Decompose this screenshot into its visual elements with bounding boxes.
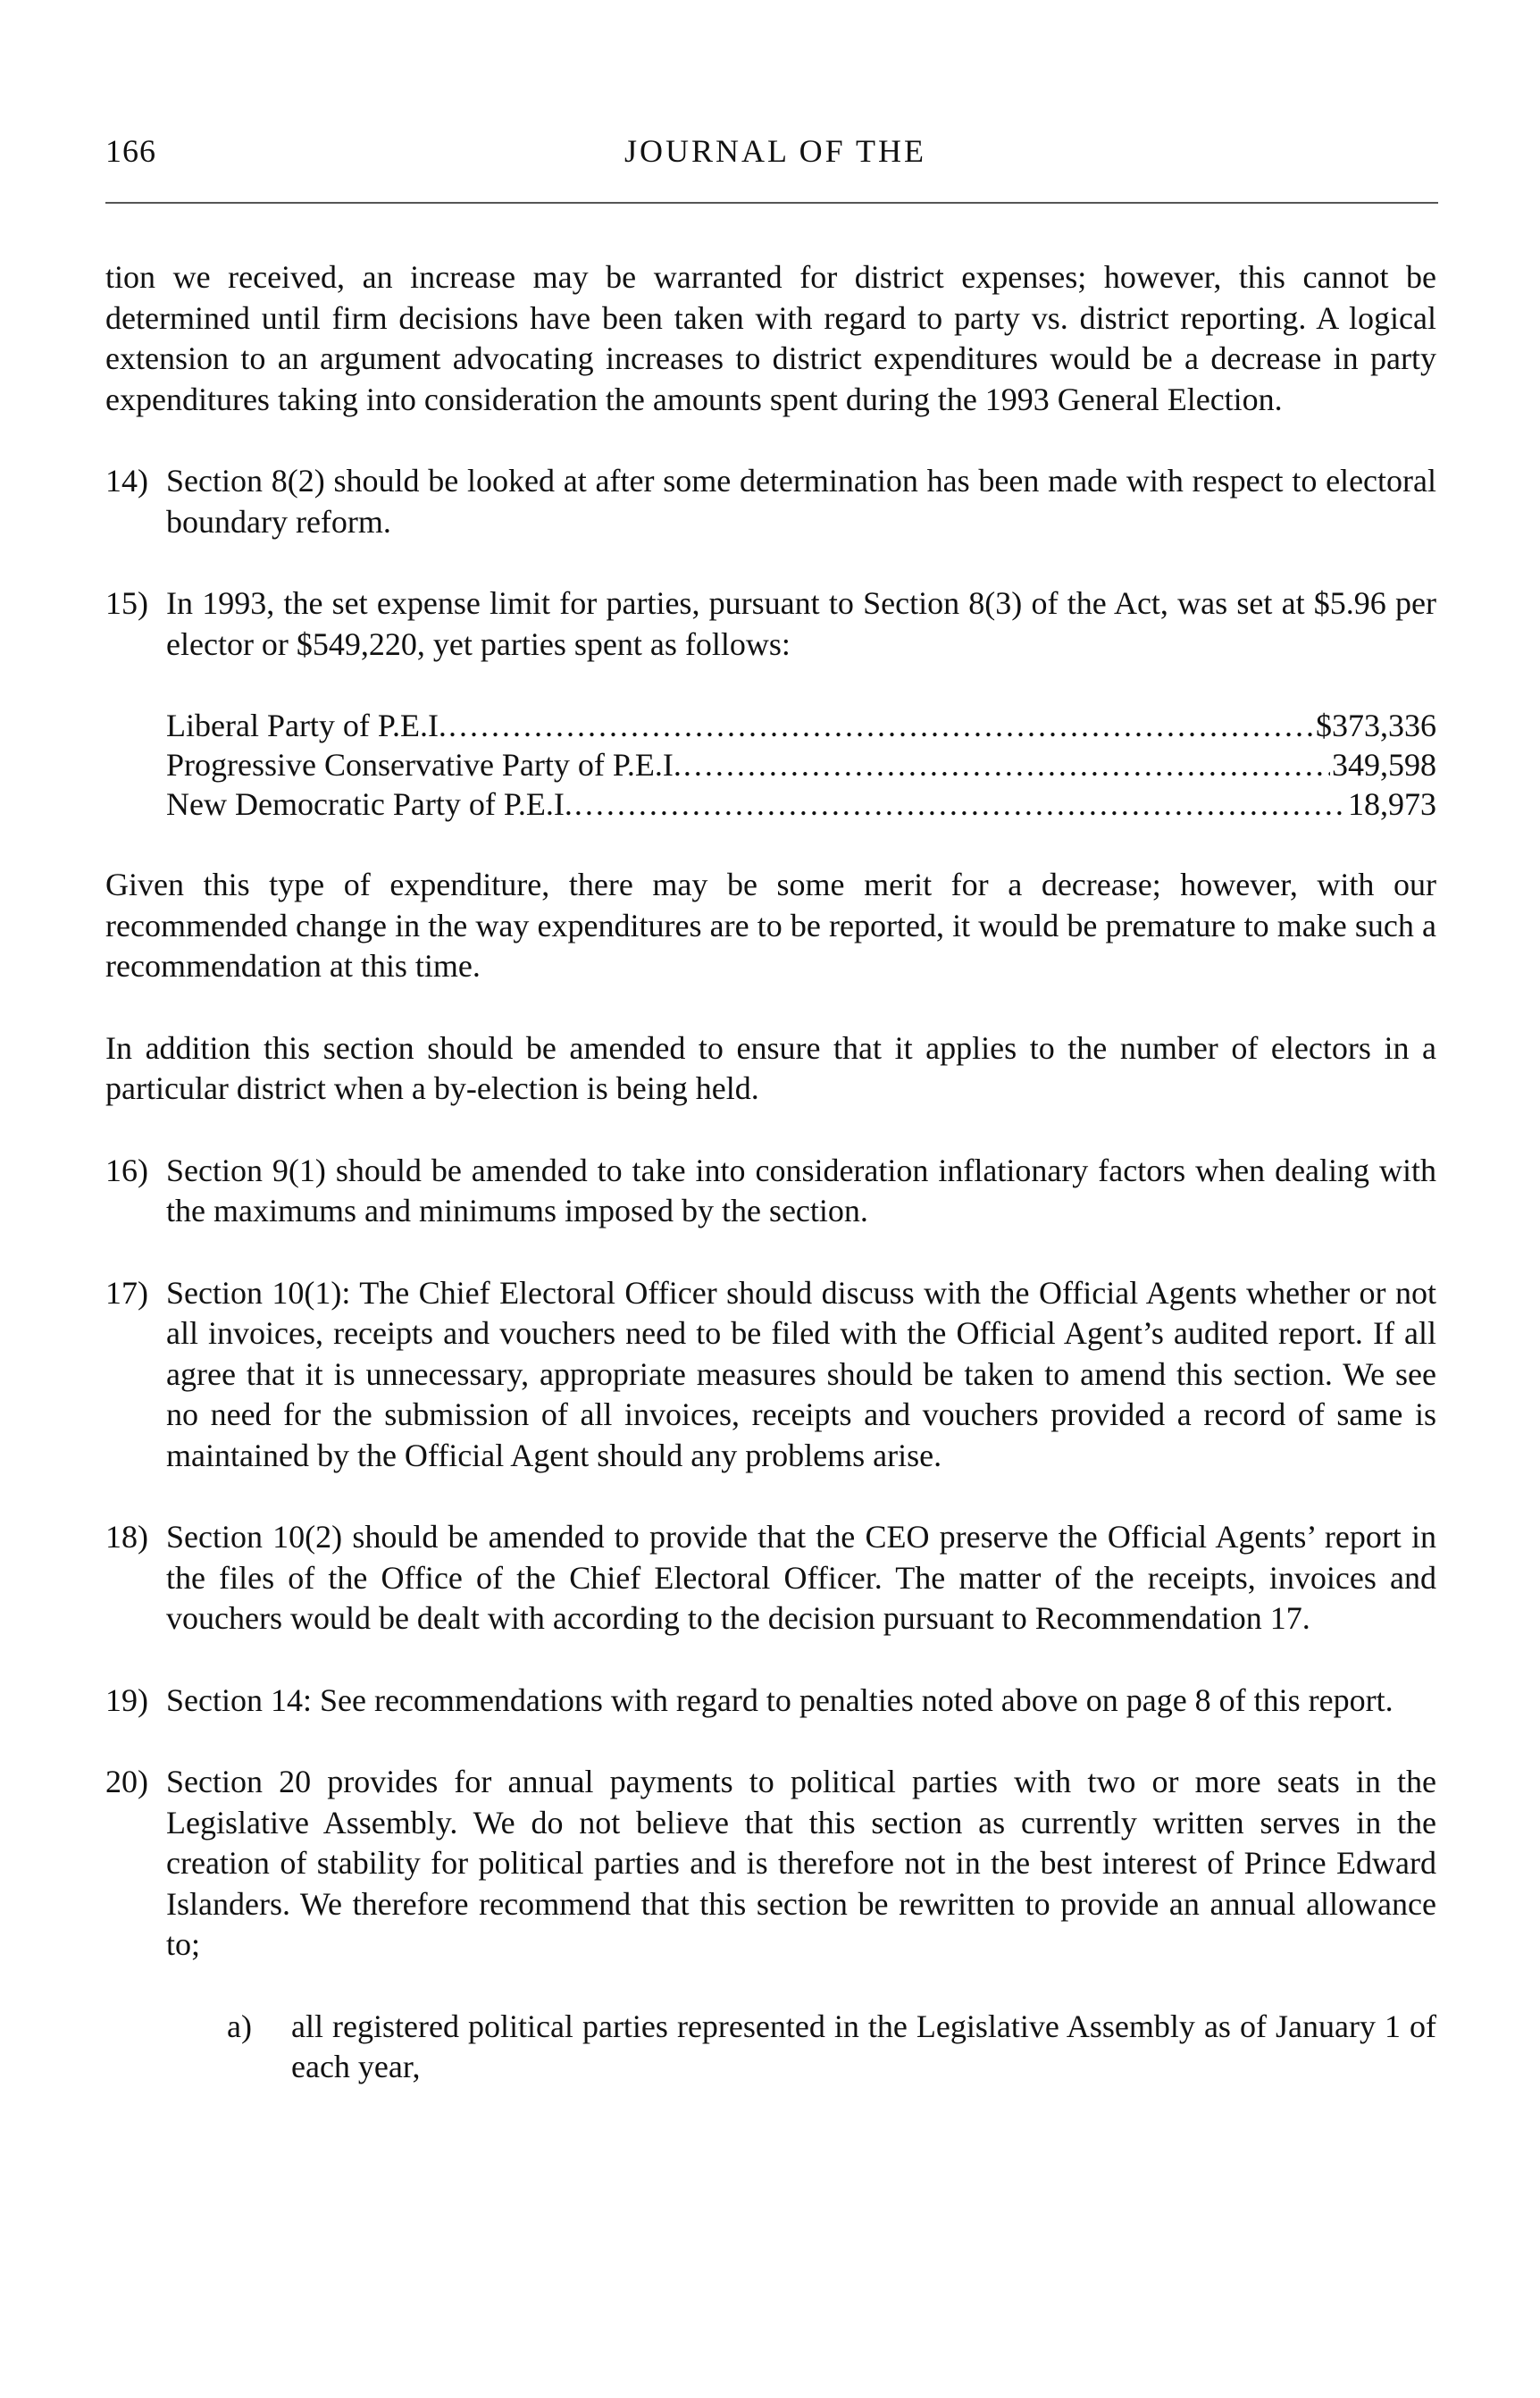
recommendation-16: [105, 1151, 1436, 1232]
item-number: 17): [105, 1274, 148, 1311]
recommendation-17: [105, 1273, 1436, 1477]
recommendation-14: [105, 461, 1436, 542]
item-text: In 1993, the set expense limit for parties, pursuant to Section 8(3) of the Act, was set at $5.96 per elector or $549,220, yet parties spent as follows:: [166, 585, 1436, 662]
party-expenditure-list: [166, 706, 1436, 824]
continuation-paragraph: tion we received, an increase may be warranted for district expenses; however, this cannot be determined until firm decisions have been taken with regard to party vs. district reporting. A logical extension to an argument advocating increases to district expenditures would be a decrease in party expenditures taking into consideration the amounts spent during the 1993 General Election.: [105, 259, 1436, 417]
item-number: 20): [105, 1764, 148, 1799]
recommendation-15: [105, 583, 1436, 665]
subitem-text: all registered political parties represented in the Legislative Assembly as of January 1 of each year,: [291, 2008, 1436, 2084]
leader-dots: [683, 745, 1330, 784]
party-amount: 18,973: [1348, 786, 1436, 822]
party-amount: $373,336: [1316, 708, 1436, 743]
expenditure-row: [166, 745, 1436, 784]
item-number: 14): [105, 463, 148, 499]
item-text: Section 9(1) should be amended to take into consideration inflationary factors when dealing with the maximums and minimums imposed by the section.: [166, 1152, 1436, 1228]
recommendation-20: [105, 1762, 1436, 1966]
party-name: New Democratic Party of P.E.I.: [166, 786, 573, 822]
leader-dots: [574, 784, 1346, 824]
item-number: 19): [105, 1681, 148, 1718]
page-header: [105, 132, 1445, 177]
item-text: Section 14: See recommendations with regard to penalties noted above on page 8 of this report.: [166, 1681, 1394, 1718]
party-name: Progressive Conservative Party of P.E.I.: [166, 747, 682, 783]
expenditure-row: [166, 784, 1436, 824]
leader-dots: [448, 706, 1314, 745]
party-amount: 349,598: [1332, 747, 1436, 783]
recommendation-19: [105, 1681, 1436, 1722]
item-text: Section 20 provides for annual payments to political parties with two or more seats in the Legislative Assembly. We do not believe that this section as currently written serves in the creation of stability for political parties and is therefore not in the best interest of Prince Edward Islanders. We therefore recommend that this section be rewritten to provide an annual allowance to;: [166, 1764, 1436, 1962]
item-text: Section 10(1): The Chief Electoral Officer should discuss with the Official Agents whether or not all invoices, receipts and vouchers need to be filed with the Official Agent’s audited report. If all agree that it is unnecessary, appropriate measures should be taken to amend this section. We see no need for the submission of all invoices, receipts and vouchers provided a record of same is maintained by the Official Agent should any problems arise.: [166, 1274, 1436, 1473]
running-head: JOURNAL OF THE: [624, 133, 926, 169]
item-number: 18): [105, 1519, 148, 1555]
item-text: Section 10(2) should be amended to provide that the CEO preserve the Official Agents’ report in the files of the Office of the Chief Electoral Officer. The matter of the receipts, invoices and vouchers would be dealt with according to the decision pursuant to Recommendation 17.: [166, 1519, 1436, 1636]
party-name: Liberal Party of P.E.I.: [166, 708, 447, 743]
recommendation-18: [105, 1517, 1436, 1639]
followup-paragraph: In addition this section should be amended to ensure that it applies to the number of electors in a particular district when a by-election is being held.: [105, 1029, 1436, 1106]
body-text: [105, 257, 1436, 2088]
page-number: 166: [105, 133, 156, 169]
item-number: 16): [105, 1152, 148, 1188]
item-text: Section 8(2) should be looked at after some determination has been made with respect to electoral boundary reform.: [166, 463, 1436, 540]
subitem-a: [227, 2007, 1436, 2088]
item-number: 15): [105, 585, 148, 621]
expenditure-row: [166, 706, 1436, 745]
subitem-letter: a): [227, 2008, 252, 2044]
header-rule: [105, 202, 1438, 204]
followup-paragraph: Given this type of expenditure, there may be some merit for a decrease; however, with our recommended change in the way expenditures are to be reported, it would be premature to make such a recommendation at this time.: [105, 867, 1436, 984]
